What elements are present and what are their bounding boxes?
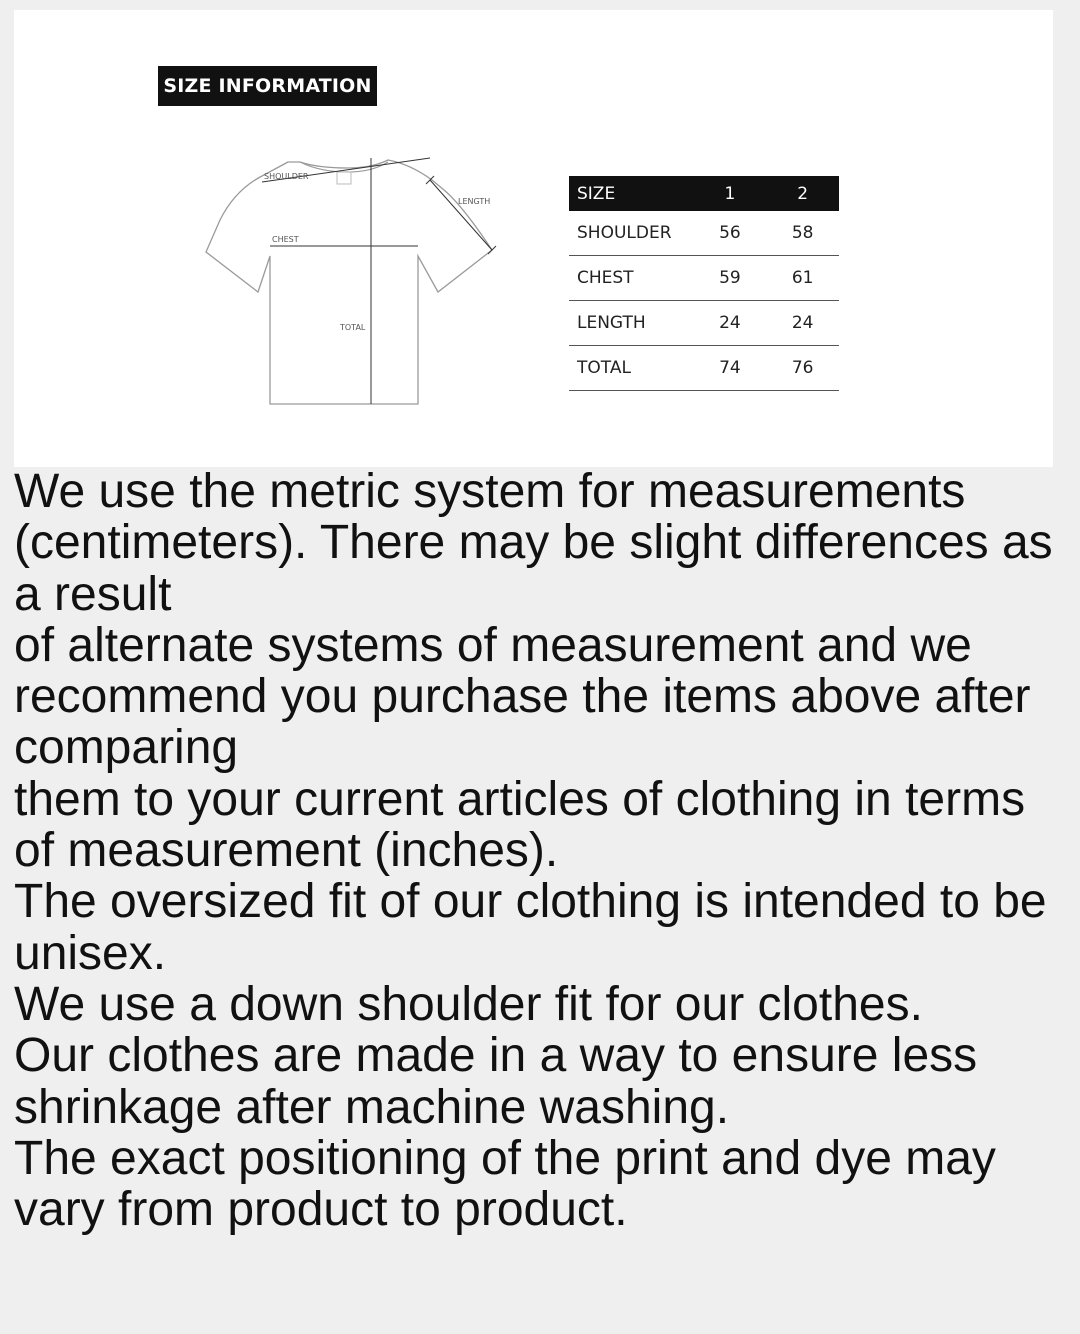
note-line: shrinkage after machine washing.: [14, 1080, 730, 1134]
size-table-header-row: [569, 176, 839, 211]
length-diagram-label: LENGTH: [458, 197, 491, 206]
table-row: [569, 346, 839, 391]
table-row: [569, 301, 839, 346]
note-line: them to your current articles of clothing in terms: [14, 772, 1026, 826]
note-line: vary from product to product.: [14, 1183, 628, 1237]
row-label: TOTAL: [569, 346, 694, 391]
row-label: LENGTH: [569, 301, 694, 346]
total-diagram-label: TOTAL: [340, 323, 366, 332]
table-row: [569, 211, 839, 256]
measurement-notes: [14, 466, 1074, 1235]
chest-diagram-label: CHEST: [272, 235, 299, 244]
tshirt-outline: [206, 160, 492, 404]
size-2-value: 24: [766, 301, 839, 346]
shoulder-diagram-label: SHOULDER: [264, 172, 309, 181]
note-line: of measurement (inches).: [14, 824, 559, 878]
row-label: CHEST: [569, 256, 694, 301]
size-2-column-header: 2: [797, 183, 809, 204]
size-information-heading: SIZE INFORMATION: [158, 66, 377, 106]
size-1-value: 74: [694, 346, 767, 391]
note-line: comparing: [14, 721, 239, 775]
tshirt-measurement-diagram: [200, 150, 510, 415]
size-1-column-header: 1: [724, 183, 736, 204]
note-line: (centimeters). There may be slight differences as: [14, 516, 1053, 570]
note-line: unisex.: [14, 926, 167, 980]
note-line: The exact positioning of the print and dye may: [14, 1131, 996, 1185]
note-line: a result: [14, 567, 172, 621]
size-2-value: 58: [766, 211, 839, 256]
note-line: We use a down shoulder fit for our clothes.: [14, 977, 923, 1031]
row-label: SHOULDER: [569, 211, 694, 256]
note-line: of alternate systems of measurement and we: [14, 618, 972, 672]
size-1-value: 24: [694, 301, 767, 346]
note-line: We use the metric system for measurements: [14, 465, 966, 518]
table-row: [569, 256, 839, 301]
note-line: Our clothes are made in a way to ensure less: [14, 1029, 978, 1083]
size-1-value: 59: [694, 256, 767, 301]
size-chart-table: [569, 176, 839, 391]
size-1-value: 56: [694, 211, 767, 256]
note-line: recommend you purchase the items above after: [14, 670, 1031, 724]
size-2-value: 61: [766, 256, 839, 301]
size-2-value: 76: [766, 346, 839, 391]
size-column-header: SIZE: [577, 183, 616, 204]
note-line: The oversized fit of our clothing is intended to be: [14, 875, 1047, 929]
